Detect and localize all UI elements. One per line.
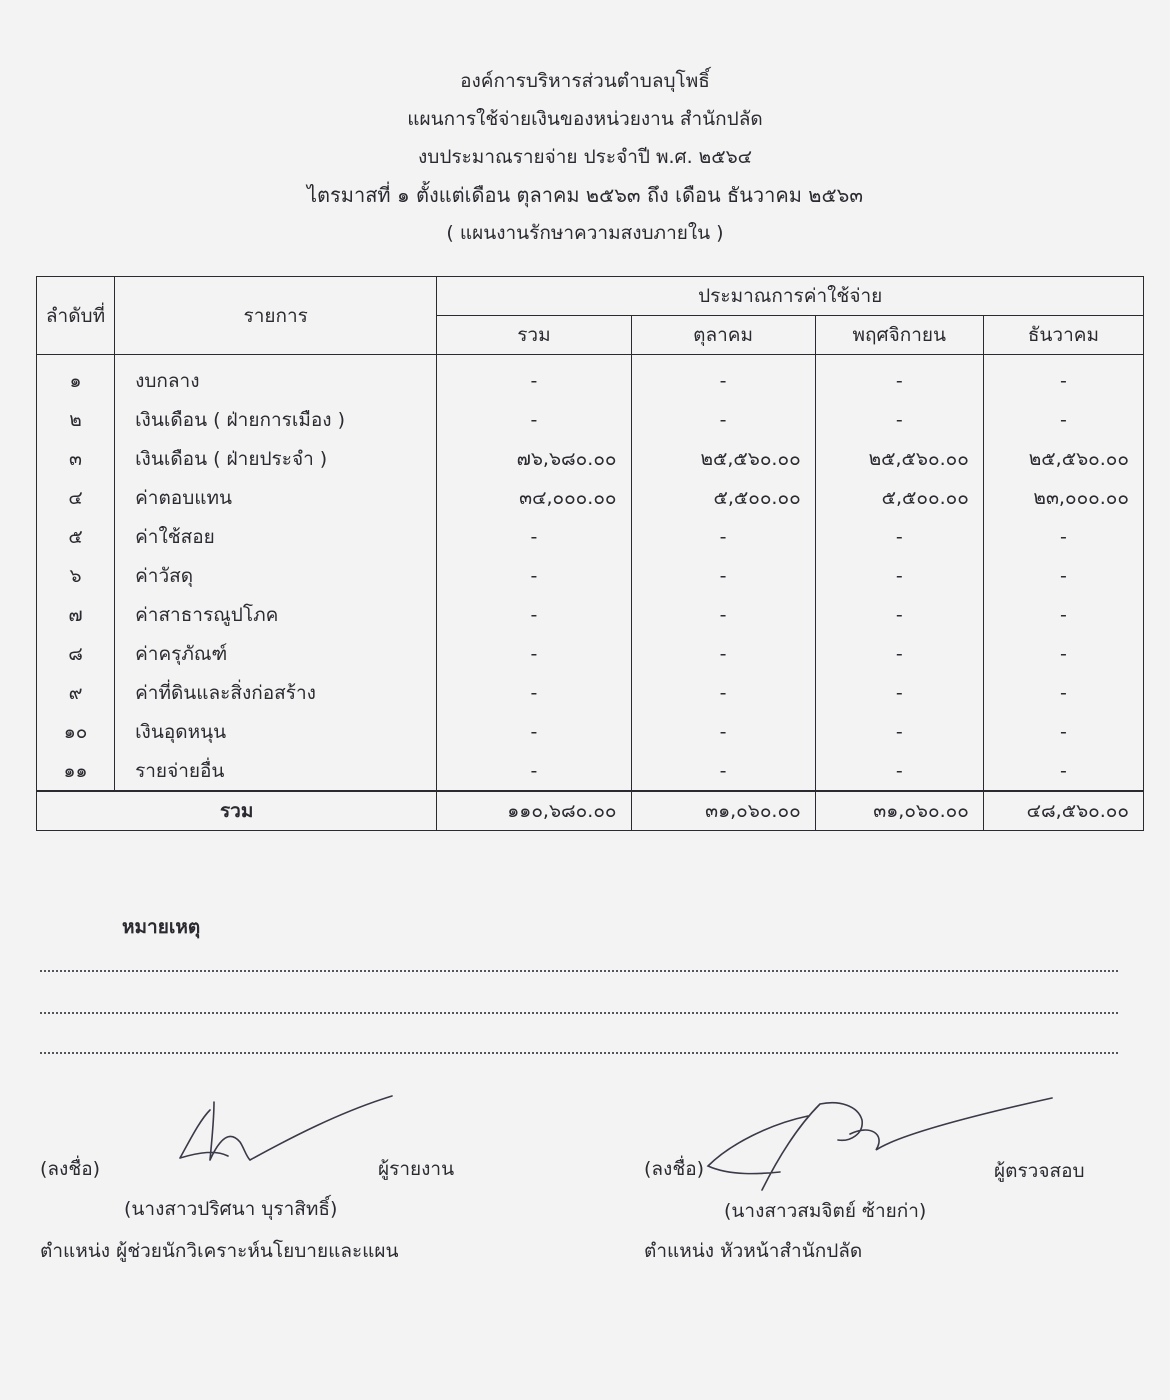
header-nov: พฤศจิกายน: [815, 316, 983, 355]
row-dec: -: [983, 595, 1143, 634]
row-item: ค่าใช้สอย: [115, 517, 437, 556]
row-total: -: [437, 751, 631, 791]
row-oct: ๒๕,๕๖๐.๐๐: [631, 439, 815, 478]
row-no: ๖: [37, 556, 115, 595]
row-item: เงินเดือน ( ฝ่ายประจำ ): [115, 439, 437, 478]
row-no: ๑: [37, 355, 115, 401]
row-oct: -: [631, 751, 815, 791]
row-no: ๗: [37, 595, 115, 634]
row-no: ๑๐: [37, 712, 115, 751]
row-dec: ๒๓,๐๐๐.๐๐: [983, 478, 1143, 517]
plan-title: แผนการใช้จ่ายเงินของหน่วยงาน สำนักปลัด: [407, 108, 763, 130]
document-header: [0, 62, 1170, 252]
header-no: ลำดับที่: [37, 277, 115, 355]
row-nov: -: [815, 400, 983, 439]
table-row: [37, 400, 1144, 439]
grand-total: ๑๑๐,๖๘๐.๐๐: [437, 791, 631, 831]
row-oct: -: [631, 556, 815, 595]
reviewer-name: (นางสาวสมจิตย์ ซ้ายก่า): [724, 1200, 927, 1222]
row-nov: -: [815, 751, 983, 791]
row-no: ๒: [37, 400, 115, 439]
row-nov: ๒๕,๕๖๐.๐๐: [815, 439, 983, 478]
row-total: ๗๖,๖๘๐.๐๐: [437, 439, 631, 478]
row-dec: -: [983, 517, 1143, 556]
row-oct: -: [631, 355, 815, 401]
row-oct: -: [631, 673, 815, 712]
table-row: [37, 595, 1144, 634]
row-no: ๓: [37, 439, 115, 478]
row-dec: -: [983, 751, 1143, 791]
row-item: ค่าครุภัณฑ์: [115, 634, 437, 673]
row-no: ๔: [37, 478, 115, 517]
reviewer-position: ตำแหน่ง หัวหน้าสำนักปลัด: [644, 1240, 863, 1262]
row-item: ค่าตอบแทน: [115, 478, 437, 517]
total-nov: ๓๑,๐๖๐.๐๐: [815, 791, 983, 831]
row-oct: -: [631, 712, 815, 751]
row-total: -: [437, 595, 631, 634]
row-dec: -: [983, 673, 1143, 712]
row-dec: -: [983, 634, 1143, 673]
reporter-position: ตำแหน่ง ผู้ช่วยนักวิเคราะห์นโยบายและแผน: [40, 1240, 399, 1262]
table-row: [37, 712, 1144, 751]
table-row: [37, 439, 1144, 478]
remark-line-3: [40, 1052, 1118, 1054]
row-oct: -: [631, 595, 815, 634]
reporter-name: (นางสาวปริศนา บุราสิทธิ์): [124, 1198, 338, 1220]
header-total: รวม: [437, 316, 631, 355]
row-item: เงินเดือน ( ฝ่ายการเมือง ): [115, 400, 437, 439]
remark-line-2: [40, 1012, 1118, 1014]
row-nov: -: [815, 556, 983, 595]
row-total: ๓๔,๐๐๐.๐๐: [437, 478, 631, 517]
row-item: รายจ่ายอื่น: [115, 751, 437, 791]
table-row: [37, 355, 1144, 401]
budget-table: [36, 276, 1144, 831]
remark-line-1: [40, 970, 1118, 972]
row-no: ๘: [37, 634, 115, 673]
row-dec: -: [983, 355, 1143, 401]
header-item: รายการ: [115, 277, 437, 355]
row-oct: -: [631, 634, 815, 673]
row-nov: ๕,๕๐๐.๐๐: [815, 478, 983, 517]
row-no: ๑๑: [37, 751, 115, 791]
row-oct: -: [631, 517, 815, 556]
header-dec: ธันวาคม: [983, 316, 1143, 355]
row-total: -: [437, 355, 631, 401]
reporter-sign-label: (ลงชื่อ): [40, 1158, 101, 1180]
row-item: งบกลาง: [115, 355, 437, 401]
total-dec: ๔๘,๕๖๐.๐๐: [983, 791, 1143, 831]
row-total: -: [437, 556, 631, 595]
row-dec: -: [983, 400, 1143, 439]
table-row: [37, 673, 1144, 712]
total-oct: ๓๑,๐๖๐.๐๐: [631, 791, 815, 831]
reporter-role: ผู้รายงาน: [378, 1158, 455, 1180]
row-nov: -: [815, 634, 983, 673]
row-item: ค่าที่ดินและสิ่งก่อสร้าง: [115, 673, 437, 712]
row-total: -: [437, 712, 631, 751]
program-name: ( แผนงานรักษาความสงบภายใน ): [446, 222, 724, 244]
row-oct: ๕,๕๐๐.๐๐: [631, 478, 815, 517]
row-total: -: [437, 400, 631, 439]
row-item: ค่าวัสดุ: [115, 556, 437, 595]
table-row: [37, 517, 1144, 556]
org-name: องค์การบริหารส่วนตำบลบุโพธิ์: [460, 70, 710, 92]
table-row: [37, 634, 1144, 673]
quarter-range: ไตรมาสที่ ๑ ตั้งแต่เดือน ตุลาคม ๒๕๖๓ ถึง เดือน ธันวาคม ๒๕๖๓: [307, 183, 863, 207]
budget-year: งบประมาณรายจ่าย ประจำปี พ.ศ. ๒๕๖๔: [417, 146, 753, 168]
row-nov: -: [815, 712, 983, 751]
row-no: ๙: [37, 673, 115, 712]
reviewer-sign-label: (ลงชื่อ): [644, 1158, 705, 1180]
total-label: รวม: [37, 791, 437, 831]
row-dec: ๒๕,๕๖๐.๐๐: [983, 439, 1143, 478]
row-nov: -: [815, 355, 983, 401]
row-total: -: [437, 517, 631, 556]
row-nov: -: [815, 595, 983, 634]
reporter-signature: [170, 1090, 400, 1170]
row-oct: -: [631, 400, 815, 439]
row-item: ค่าสาธารณูปโภค: [115, 595, 437, 634]
header-estimate: ประมาณการค่าใช้จ่าย: [437, 277, 1144, 316]
row-total: -: [437, 634, 631, 673]
row-no: ๕: [37, 517, 115, 556]
row-dec: -: [983, 712, 1143, 751]
row-item: เงินอุดหนุน: [115, 712, 437, 751]
table-row: [37, 751, 1144, 791]
row-nov: -: [815, 517, 983, 556]
table-body: [37, 355, 1144, 792]
row-dec: -: [983, 556, 1143, 595]
reviewer-role: ผู้ตรวจสอบ: [994, 1160, 1085, 1182]
remark-label: หมายเหตุ: [122, 916, 201, 938]
total-row: [37, 791, 1144, 831]
row-total: -: [437, 673, 631, 712]
table-row: [37, 478, 1144, 517]
row-nov: -: [815, 673, 983, 712]
table-row: [37, 556, 1144, 595]
header-oct: ตุลาคม: [631, 316, 815, 355]
